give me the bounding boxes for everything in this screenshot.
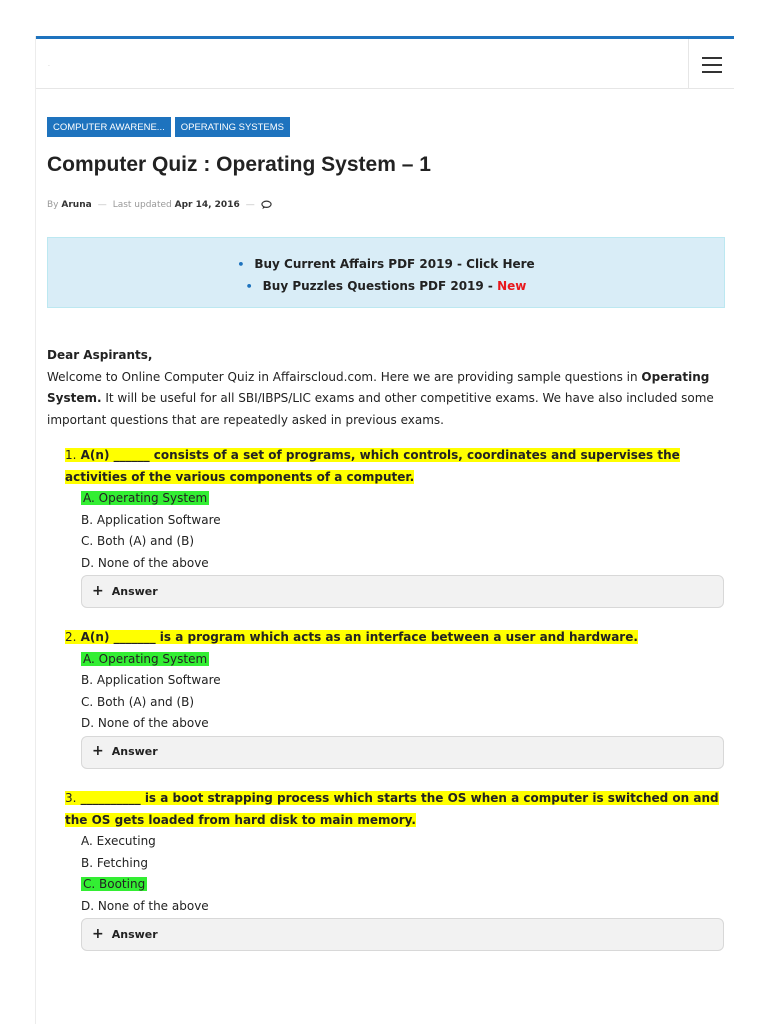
hamburger-icon[interactable]	[688, 39, 734, 89]
option: C. Both (A) and (B)	[81, 694, 195, 709]
option-correct: A. Operating System	[83, 651, 208, 666]
site-header	[36, 39, 734, 89]
option: A. Executing	[81, 834, 156, 848]
promo-item[interactable]: • Buy Current Affairs PDF 2019 - Click Here	[237, 257, 535, 271]
promo-box	[47, 237, 725, 308]
updated-label: Last updated	[112, 200, 172, 210]
meta-separator: —	[245, 200, 255, 210]
option: D. None of the above	[81, 898, 209, 913]
answer-toggle[interactable]: + Answer	[81, 575, 724, 608]
question-number: 2.	[65, 630, 77, 644]
plus-icon: +	[92, 925, 104, 942]
meta-separator: —	[97, 200, 107, 210]
answer-toggle[interactable]: + Answer	[81, 736, 724, 769]
topic-highlight: Operating System.	[47, 369, 710, 405]
question-text: __________ is a boot strapping process which starts the OS when a computer is switched on and the OS gets loaded from hard disk to main memory.	[65, 791, 719, 827]
author-link[interactable]: Aruna	[61, 200, 92, 210]
option: D. None of the above	[81, 716, 209, 730]
promo-current-affairs-link[interactable]: Buy Current Affairs PDF 2019 - Click Here	[254, 257, 535, 271]
answer-toggle[interactable]: + Answer	[81, 918, 724, 951]
option-correct: C. Booting	[83, 877, 146, 891]
article-meta	[47, 200, 272, 210]
by-label: By	[47, 200, 59, 210]
question-2	[65, 627, 729, 769]
article-title: Computer Quiz : Operating System – 1	[47, 153, 431, 176]
question-number: 1.	[65, 448, 77, 462]
option: B. Application Software	[81, 512, 221, 527]
site-logo[interactable]: ·	[48, 63, 50, 70]
category-operating-systems[interactable]: OPERATING SYSTEMS	[175, 117, 290, 137]
question-text: A(n) ______ consists of a set of programs, which controls, coordinates and supervises the activities of the various components of a computer.	[65, 448, 680, 484]
question-3	[65, 788, 729, 951]
question-1	[65, 445, 729, 608]
option: C. Both (A) and (B)	[81, 534, 195, 548]
greeting: Dear Aspirants,	[47, 348, 153, 362]
plus-icon: +	[92, 582, 104, 599]
question-text: A(n) _______ is a program which acts as an interface between a user and hardware.	[80, 630, 638, 644]
option: D. None of the above	[81, 555, 209, 570]
question-number: 3.	[65, 791, 77, 805]
page-container	[35, 36, 733, 1024]
plus-icon: +	[92, 743, 104, 760]
option-correct: A. Operating System	[83, 491, 208, 505]
option: B. Fetching	[81, 855, 148, 870]
intro-text: Dear Aspirants, Welcome to Online Computer Quiz in Affairscloud.com. Here we are providing sample questions in Operating System. It will be useful for all SBI/IBPS/LIC exams and other competitive exams. We have also included some important questions that are repeatedly asked in previous exams.	[47, 348, 714, 427]
comment-icon[interactable]	[261, 200, 272, 210]
option: B. Application Software	[81, 673, 221, 687]
updated-date: Apr 14, 2016	[174, 200, 240, 210]
new-badge: New	[497, 279, 527, 293]
promo-puzzles-link[interactable]: Buy Puzzles Questions PDF 2019 - New	[262, 279, 527, 293]
category-computer-awareness[interactable]: COMPUTER AWARENE...	[47, 117, 171, 137]
promo-item[interactable]: • Buy Puzzles Questions PDF 2019 - New	[245, 279, 527, 293]
category-tags	[47, 117, 290, 137]
